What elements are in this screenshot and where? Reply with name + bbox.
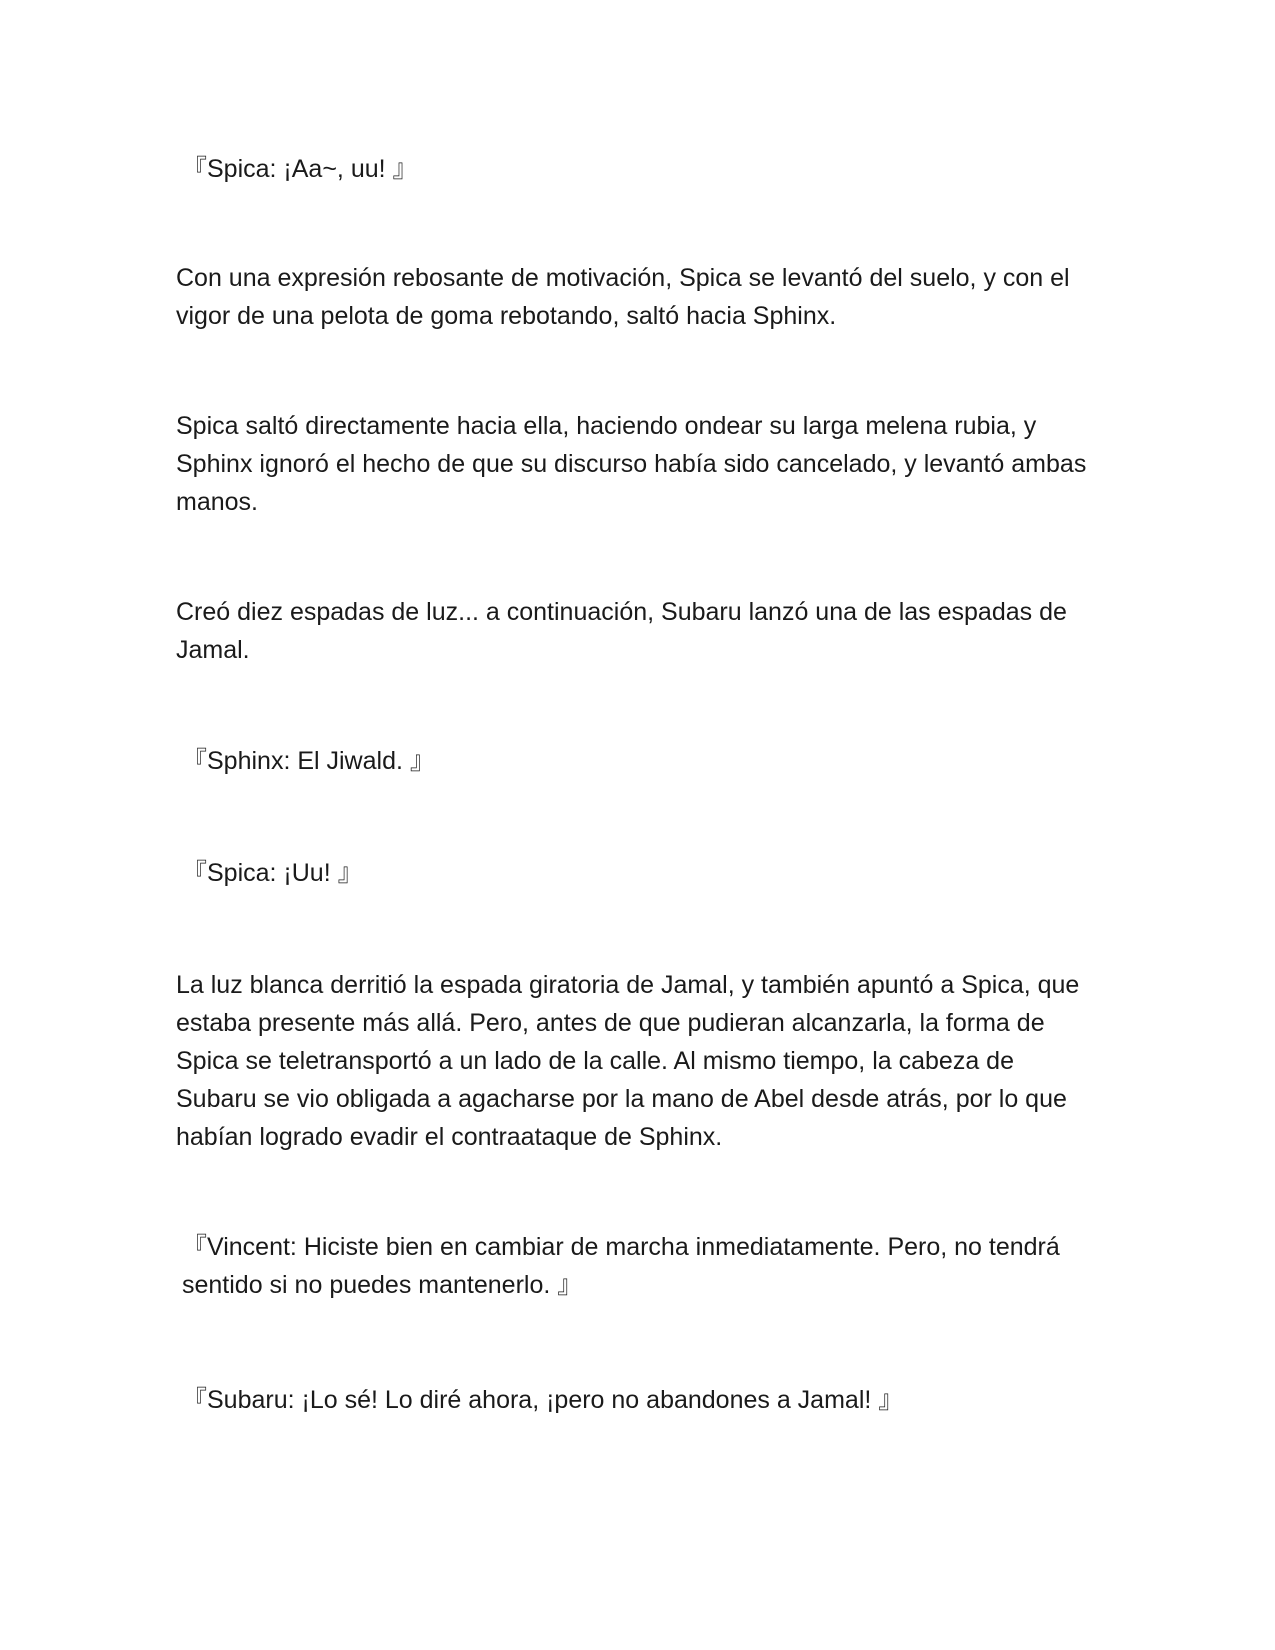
dialogue-spica-2: 『Spica: ¡Uu! 』 <box>182 859 363 887</box>
narration-paragraph-2: Spica saltó directamente hacia ella, haciendo ondear su larga melena rubia, y Sphinx ignoró el hecho de que su discurso había sido cancelado, y levantó ambas manos. <box>176 412 1087 516</box>
dialogue-sphinx: 『Sphinx: El Jiwald. 』 <box>182 747 435 775</box>
dialogue-subaru: 『Subaru: ¡Lo sé! Lo diré ahora, ¡pero no abandones a Jamal! 』 <box>182 1386 904 1414</box>
narration-paragraph-1: Con una expresión rebosante de motivación, Spica se levantó del suelo, y con el vigor de una pelota de goma rebotando, saltó hacia Sphinx. <box>176 264 1070 330</box>
narration-paragraph-3: Creó diez espadas de luz... a continuación, Subaru lanzó una de las espadas de Jamal. <box>176 598 1067 664</box>
dialogue-spica-1: 『Spica: ¡Aa~, uu! 』 <box>182 155 418 183</box>
narration-paragraph-4: La luz blanca derritió la espada giratoria de Jamal, y también apuntó a Spica, que estaba presente más allá. Pero, antes de que pudieran alcanzarla, la forma de Spica se teletransportó a un lado de la calle. Al mismo tiempo, la cabeza de Subaru se vio obligada a agacharse por la mano de Abel desde atrás, por lo que habían logrado evadir el contraataque de Sphinx. <box>176 971 1080 1151</box>
dialogue-vincent: 『Vincent: Hiciste bien en cambiar de marcha inmediatamente. Pero, no tendrá sentido si no puedes mantenerlo. 』 <box>182 1233 1060 1299</box>
